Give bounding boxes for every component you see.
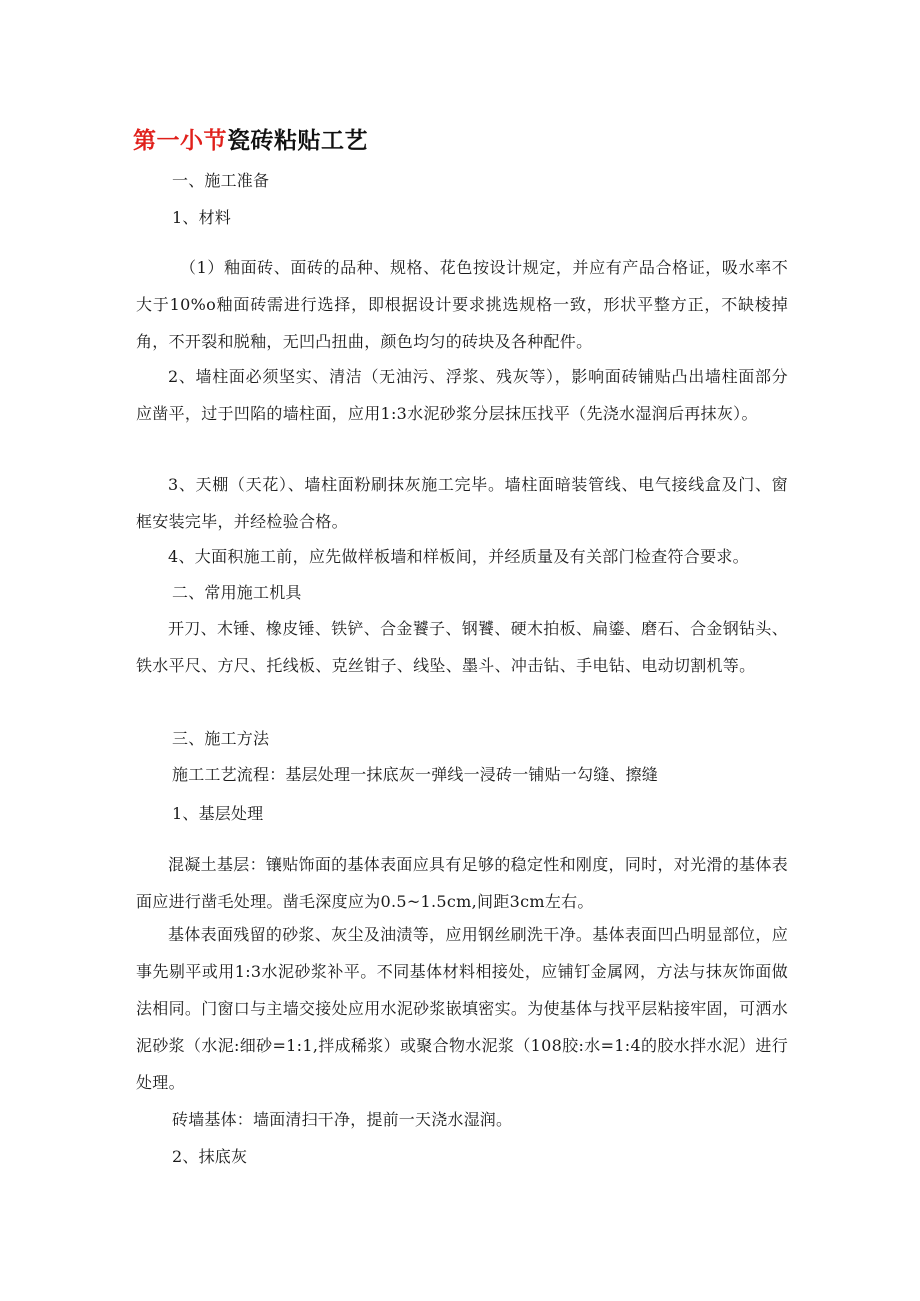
section-title	[133, 122, 368, 155]
paragraph-materials-tiles: （1）釉面砖、面砖的品种、规格、花色按设计规定，并应有产品合格证，吸水率不大于10%o釉面砖需进行选择，即根据设计要求挑选规格一致，形状平整方正，不缺棱掉角，不开裂和脱釉，无凹凸扭曲，颜色均匀的砖块及各种配件。	[136, 258, 788, 351]
paragraph-ceiling-completion: 3、天棚（天花）、墙柱面粉刷抹灰施工完毕。墙柱面暗装管线、电气接线盒及门、窗框安装完毕，并经检验合格。	[136, 475, 788, 531]
section-title-text: 瓷砖粘贴工艺	[227, 128, 368, 154]
section-title-number: 第一小节	[133, 128, 227, 154]
paragraph-concrete-base: 混凝土基层：镶贴饰面的基体表面应具有足够的稳定性和刚度，同时，对光滑的基体表面应进行凿毛处理。凿毛深度应为0.5~1.5cm,间距3cm左右。	[136, 855, 788, 911]
paragraph-sample-wall: 4、大面积施工前，应先做样板墙和样板间，并经质量及有关部门检查符合要求。	[168, 547, 749, 566]
paragraph-brick-base: 砖墙基体：墙面清扫干净，提前一天浇水湿润。	[172, 1110, 513, 1129]
heading-construction-preparation: 一、施工准备	[172, 171, 270, 190]
paragraph-tools-list: 开刀、木锤、橡皮锤、铁铲、合金饕子、钢饕、硬木拍板、扁鎏、磨石、合金钢钻头、铁水平尺、方尺、托线板、克丝钳子、线坠、墨斗、冲击钻、手电钻、电动切割机等。	[136, 619, 788, 675]
paragraph-wall-surface: 2、墙柱面必须坚实、清洁（无油污、浮浆、残灰等），影响面砖铺贴凸出墙柱面部分应凿平，过于凹陷的墙柱面，应用1:3水泥砂浆分层抹压找平（先浇水湿润后再抹灰）。	[136, 367, 788, 423]
heading-base-plaster: 2、抹底灰	[172, 1147, 248, 1166]
heading-base-treatment: 1、基层处理	[172, 804, 264, 823]
heading-construction-method: 三、施工方法	[172, 729, 270, 748]
heading-materials: 1、材料	[172, 208, 231, 227]
heading-common-tools: 二、常用施工机具	[172, 583, 302, 602]
paragraph-residue-cleaning: 基体表面残留的砂浆、灰尘及油渍等，应用钢丝刷洗干净。基体表面凹凸明显部位，应事先剔平或用1:3水泥砂浆补平。不同基体材料相接处，应铺钉金属网，方法与抹灰饰面做法相同。门窗口与主墙交接处应用水泥砂浆嵌填密实。为使基体与找平层粘接牢固，可洒水泥砂浆（水泥:细砂=1:1,拌成稀浆）或聚合物水泥浆（108胶:水=1:4的胶水拌水泥）进行处理。	[136, 925, 789, 1092]
paragraph-process-flow: 施工工艺流程：基层处理一抹底灰一弹线一浸砖一铺贴一勾缝、擦缝	[172, 765, 659, 784]
